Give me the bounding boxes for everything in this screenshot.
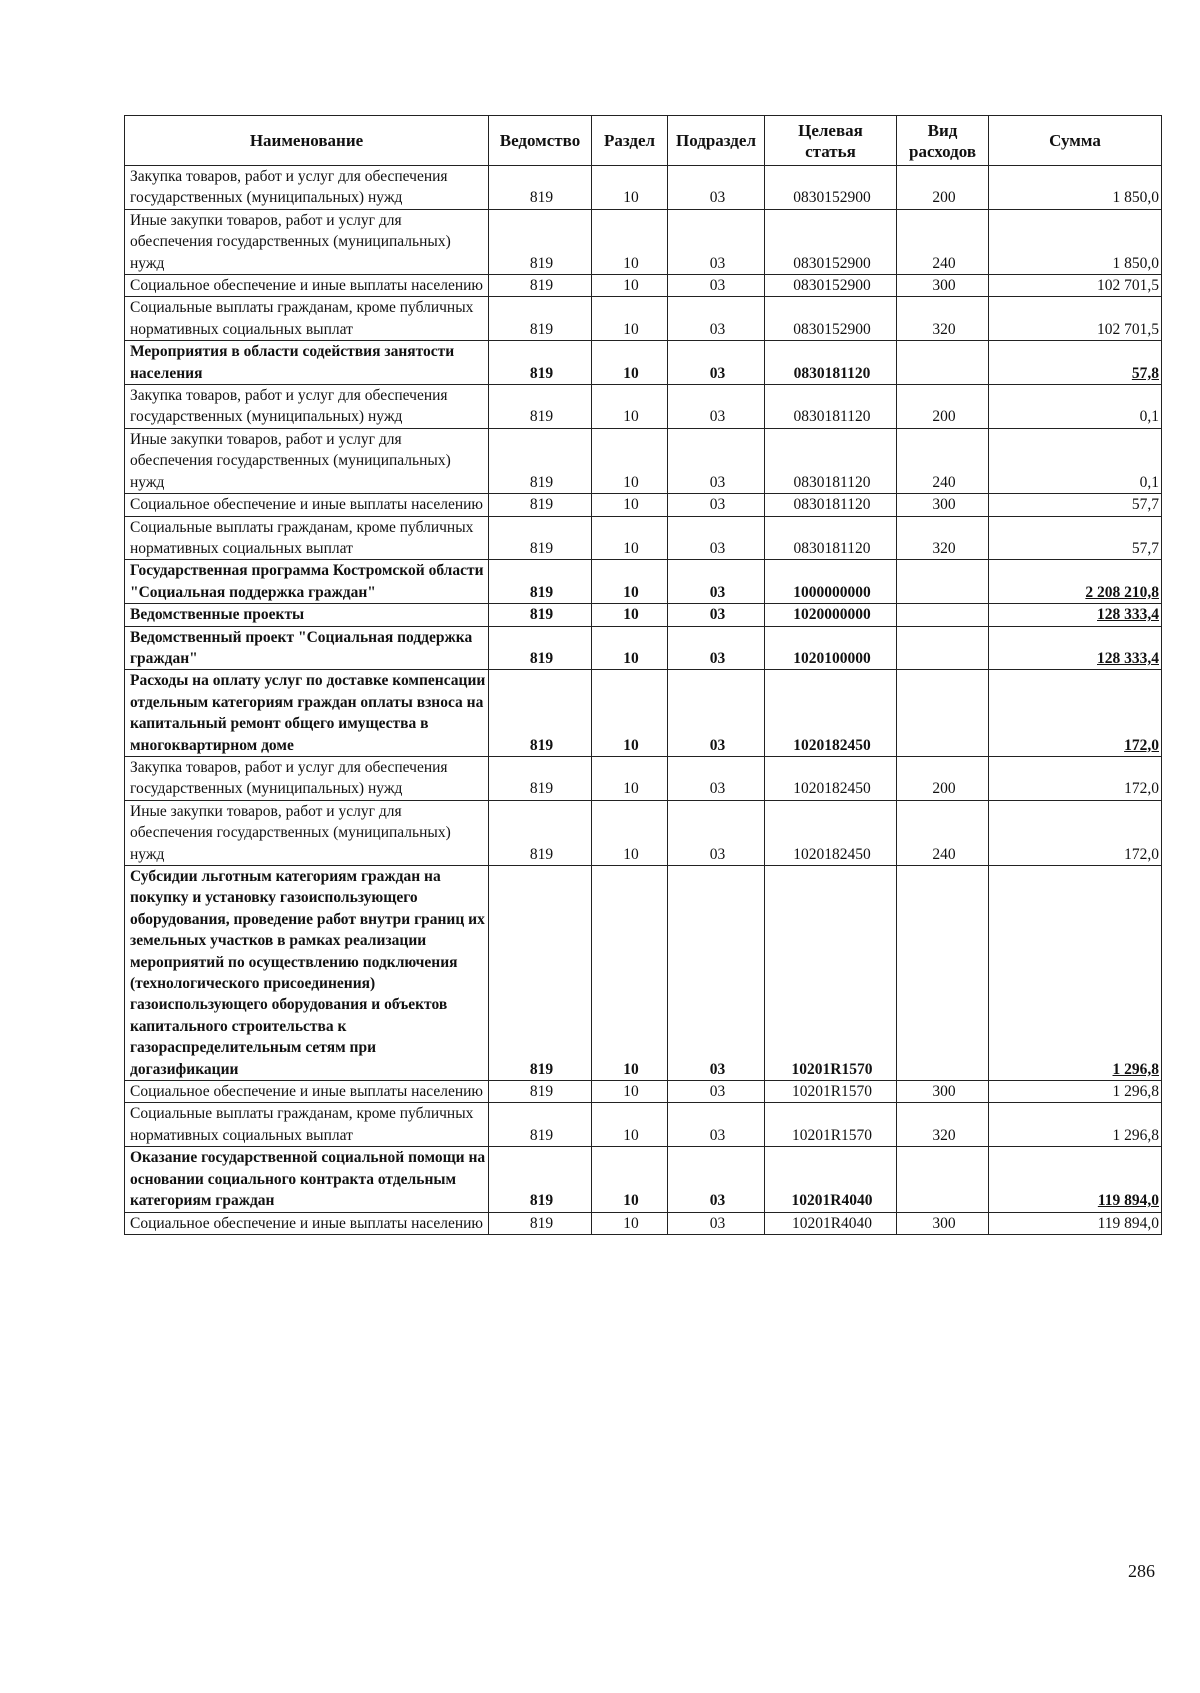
cell-name: Мероприятия в области содействия занятости населения xyxy=(125,341,489,385)
cell-section: 10 xyxy=(592,1081,668,1103)
cell-sum: 1 850,0 xyxy=(989,166,1162,210)
cell-department: 819 xyxy=(489,800,592,865)
cell-sum: 57,8 xyxy=(989,341,1162,385)
cell-target-article: 1000000000 xyxy=(765,560,897,604)
cell-section: 10 xyxy=(592,756,668,800)
cell-expense-type: 300 xyxy=(897,275,989,297)
page-number: 286 xyxy=(1128,1561,1155,1581)
cell-expense-type: 200 xyxy=(897,385,989,429)
cell-section: 10 xyxy=(592,297,668,341)
cell-name: Социальное обеспечение и иные выплаты населению xyxy=(125,1081,489,1103)
cell-target-article: 10201R4040 xyxy=(765,1212,897,1234)
cell-subsection: 03 xyxy=(668,297,765,341)
table-row xyxy=(125,756,1162,800)
cell-target-article: 10201R1570 xyxy=(765,866,897,1081)
cell-expense-type: 240 xyxy=(897,209,989,274)
table-row xyxy=(125,866,1162,1081)
cell-sum: 172,0 xyxy=(989,800,1162,865)
cell-subsection: 03 xyxy=(668,1103,765,1147)
table-row xyxy=(125,166,1162,210)
cell-department: 819 xyxy=(489,275,592,297)
cell-department: 819 xyxy=(489,866,592,1081)
table-row xyxy=(125,800,1162,865)
cell-department: 819 xyxy=(489,297,592,341)
cell-subsection: 03 xyxy=(668,341,765,385)
cell-department: 819 xyxy=(489,166,592,210)
cell-subsection: 03 xyxy=(668,800,765,865)
table-row xyxy=(125,385,1162,429)
table-row xyxy=(125,560,1162,604)
table-row xyxy=(125,275,1162,297)
cell-section: 10 xyxy=(592,1212,668,1234)
cell-subsection: 03 xyxy=(668,866,765,1081)
cell-department: 819 xyxy=(489,670,592,757)
cell-sum: 128 333,4 xyxy=(989,626,1162,670)
cell-name: Социальное обеспечение и иные выплаты населению xyxy=(125,494,489,516)
cell-section: 10 xyxy=(592,428,668,493)
cell-subsection: 03 xyxy=(668,428,765,493)
cell-department: 819 xyxy=(489,494,592,516)
cell-sum: 102 701,5 xyxy=(989,297,1162,341)
budget-table xyxy=(124,115,1162,1235)
cell-department: 819 xyxy=(489,1081,592,1103)
cell-section: 10 xyxy=(592,209,668,274)
cell-name: Оказание государственной социальной помощи на основании социального контракта отдельным категориям граждан xyxy=(125,1147,489,1212)
cell-subsection: 03 xyxy=(668,670,765,757)
cell-subsection: 03 xyxy=(668,385,765,429)
cell-name: Субсидии льготным категориям граждан на покупку и установку газоиспользующего оборудования, проведение работ внутри границ их земельных участков в рамках реализации мероприятий по осуществлению подключения (технологического присоединения) газоиспользующего оборудования и объектов капитального строительства к газораспределительным сетям при догазификации xyxy=(125,866,489,1081)
cell-department: 819 xyxy=(489,341,592,385)
cell-name: Ведомственные проекты xyxy=(125,604,489,626)
cell-section: 10 xyxy=(592,385,668,429)
cell-target-article: 0830181120 xyxy=(765,516,897,560)
cell-subsection: 03 xyxy=(668,516,765,560)
table-row xyxy=(125,1081,1162,1103)
table-row xyxy=(125,670,1162,757)
cell-section: 10 xyxy=(592,560,668,604)
table-header xyxy=(125,116,1162,166)
cell-name: Закупка товаров, работ и услуг для обеспечения государственных (муниципальных) нужд xyxy=(125,756,489,800)
cell-department: 819 xyxy=(489,385,592,429)
table-row xyxy=(125,626,1162,670)
cell-expense-type xyxy=(897,1147,989,1212)
cell-department: 819 xyxy=(489,560,592,604)
cell-sum: 1 850,0 xyxy=(989,209,1162,274)
cell-section: 10 xyxy=(592,516,668,560)
cell-target-article: 1020182450 xyxy=(765,756,897,800)
table-row xyxy=(125,494,1162,516)
cell-sum: 0,1 xyxy=(989,385,1162,429)
cell-subsection: 03 xyxy=(668,494,765,516)
cell-section: 10 xyxy=(592,866,668,1081)
cell-expense-type: 200 xyxy=(897,166,989,210)
cell-expense-type: 300 xyxy=(897,494,989,516)
cell-expense-type: 200 xyxy=(897,756,989,800)
cell-section: 10 xyxy=(592,800,668,865)
cell-name: Ведомственный проект "Социальная поддержка граждан" xyxy=(125,626,489,670)
cell-department: 819 xyxy=(489,1212,592,1234)
cell-expense-type xyxy=(897,604,989,626)
cell-department: 819 xyxy=(489,209,592,274)
cell-sum: 57,7 xyxy=(989,516,1162,560)
header-target-line2: статья xyxy=(805,141,856,161)
cell-subsection: 03 xyxy=(668,275,765,297)
cell-section: 10 xyxy=(592,604,668,626)
cell-sum: 172,0 xyxy=(989,670,1162,757)
table-row xyxy=(125,1147,1162,1212)
cell-department: 819 xyxy=(489,428,592,493)
cell-section: 10 xyxy=(592,626,668,670)
cell-section: 10 xyxy=(592,1147,668,1212)
cell-sum: 0,1 xyxy=(989,428,1162,493)
cell-target-article: 10201R4040 xyxy=(765,1147,897,1212)
cell-target-article: 0830152900 xyxy=(765,275,897,297)
cell-target-article: 1020182450 xyxy=(765,800,897,865)
cell-sum: 102 701,5 xyxy=(989,275,1162,297)
cell-sum: 1 296,8 xyxy=(989,1081,1162,1103)
cell-sum: 2 208 210,8 xyxy=(989,560,1162,604)
cell-target-article: 0830152900 xyxy=(765,297,897,341)
cell-sum: 1 296,8 xyxy=(989,866,1162,1081)
table-row xyxy=(125,428,1162,493)
cell-section: 10 xyxy=(592,275,668,297)
table-row xyxy=(125,1212,1162,1234)
cell-section: 10 xyxy=(592,670,668,757)
cell-target-article: 0830181120 xyxy=(765,428,897,493)
cell-expense-type xyxy=(897,670,989,757)
cell-expense-type: 240 xyxy=(897,428,989,493)
cell-subsection: 03 xyxy=(668,756,765,800)
cell-expense-type: 320 xyxy=(897,1103,989,1147)
cell-target-article: 10201R1570 xyxy=(765,1081,897,1103)
cell-name: Государственная программа Костромской области "Социальная поддержка граждан" xyxy=(125,560,489,604)
cell-name: Социальное обеспечение и иные выплаты населению xyxy=(125,275,489,297)
cell-sum: 1 296,8 xyxy=(989,1103,1162,1147)
header-target-line1: Целевая xyxy=(798,120,863,140)
cell-department: 819 xyxy=(489,626,592,670)
cell-subsection: 03 xyxy=(668,166,765,210)
cell-target-article: 0830181120 xyxy=(765,494,897,516)
cell-target-article: 1020182450 xyxy=(765,670,897,757)
table-row xyxy=(125,516,1162,560)
header-name: Наименование xyxy=(125,116,489,166)
cell-section: 10 xyxy=(592,166,668,210)
table-body xyxy=(125,166,1162,1235)
header-target-article xyxy=(765,116,897,166)
header-type-line1: Вид xyxy=(927,120,958,140)
cell-target-article: 0830152900 xyxy=(765,209,897,274)
cell-subsection: 03 xyxy=(668,560,765,604)
table-row xyxy=(125,297,1162,341)
cell-sum: 172,0 xyxy=(989,756,1162,800)
cell-subsection: 03 xyxy=(668,1147,765,1212)
header-row xyxy=(125,116,1162,166)
cell-sum: 119 894,0 xyxy=(989,1212,1162,1234)
cell-name: Социальное обеспечение и иные выплаты населению xyxy=(125,1212,489,1234)
cell-name: Социальные выплаты гражданам, кроме публичных нормативных социальных выплат xyxy=(125,516,489,560)
cell-expense-type: 320 xyxy=(897,297,989,341)
cell-expense-type xyxy=(897,626,989,670)
cell-department: 819 xyxy=(489,604,592,626)
cell-target-article: 1020100000 xyxy=(765,626,897,670)
cell-name: Иные закупки товаров, работ и услуг для обеспечения государственных (муниципальных) нужд xyxy=(125,209,489,274)
cell-name: Закупка товаров, работ и услуг для обеспечения государственных (муниципальных) нужд xyxy=(125,166,489,210)
cell-name: Социальные выплаты гражданам, кроме публичных нормативных социальных выплат xyxy=(125,297,489,341)
header-sum: Сумма xyxy=(989,116,1162,166)
cell-expense-type: 300 xyxy=(897,1212,989,1234)
header-department: Ведомство xyxy=(489,116,592,166)
cell-subsection: 03 xyxy=(668,1212,765,1234)
cell-subsection: 03 xyxy=(668,626,765,670)
cell-expense-type xyxy=(897,560,989,604)
cell-name: Закупка товаров, работ и услуг для обеспечения государственных (муниципальных) нужд xyxy=(125,385,489,429)
header-section: Раздел xyxy=(592,116,668,166)
cell-department: 819 xyxy=(489,1147,592,1212)
table-row xyxy=(125,1103,1162,1147)
cell-section: 10 xyxy=(592,494,668,516)
cell-expense-type: 320 xyxy=(897,516,989,560)
cell-name: Социальные выплаты гражданам, кроме публичных нормативных социальных выплат xyxy=(125,1103,489,1147)
cell-expense-type: 240 xyxy=(897,800,989,865)
cell-target-article: 0830181120 xyxy=(765,385,897,429)
cell-expense-type: 300 xyxy=(897,1081,989,1103)
cell-sum: 119 894,0 xyxy=(989,1147,1162,1212)
table-row xyxy=(125,341,1162,385)
cell-target-article: 1020000000 xyxy=(765,604,897,626)
header-expense-type xyxy=(897,116,989,166)
cell-subsection: 03 xyxy=(668,604,765,626)
cell-sum: 57,7 xyxy=(989,494,1162,516)
cell-subsection: 03 xyxy=(668,1081,765,1103)
cell-department: 819 xyxy=(489,756,592,800)
cell-subsection: 03 xyxy=(668,209,765,274)
cell-target-article: 0830181120 xyxy=(765,341,897,385)
header-subsection: Подраздел xyxy=(668,116,765,166)
table-row xyxy=(125,604,1162,626)
cell-department: 819 xyxy=(489,1103,592,1147)
cell-name: Иные закупки товаров, работ и услуг для обеспечения государственных (муниципальных) нужд xyxy=(125,428,489,493)
cell-sum: 128 333,4 xyxy=(989,604,1162,626)
cell-target-article: 0830152900 xyxy=(765,166,897,210)
cell-expense-type xyxy=(897,866,989,1081)
cell-target-article: 10201R1570 xyxy=(765,1103,897,1147)
cell-department: 819 xyxy=(489,516,592,560)
cell-name: Иные закупки товаров, работ и услуг для обеспечения государственных (муниципальных) нужд xyxy=(125,800,489,865)
cell-expense-type xyxy=(897,341,989,385)
cell-section: 10 xyxy=(592,1103,668,1147)
cell-name: Расходы на оплату услуг по доставке компенсации отдельным категориям граждан оплаты взноса на капитальный ремонт общего имущества в многоквартирном доме xyxy=(125,670,489,757)
table-row xyxy=(125,209,1162,274)
cell-section: 10 xyxy=(592,341,668,385)
header-type-line2: расходов xyxy=(909,141,976,161)
